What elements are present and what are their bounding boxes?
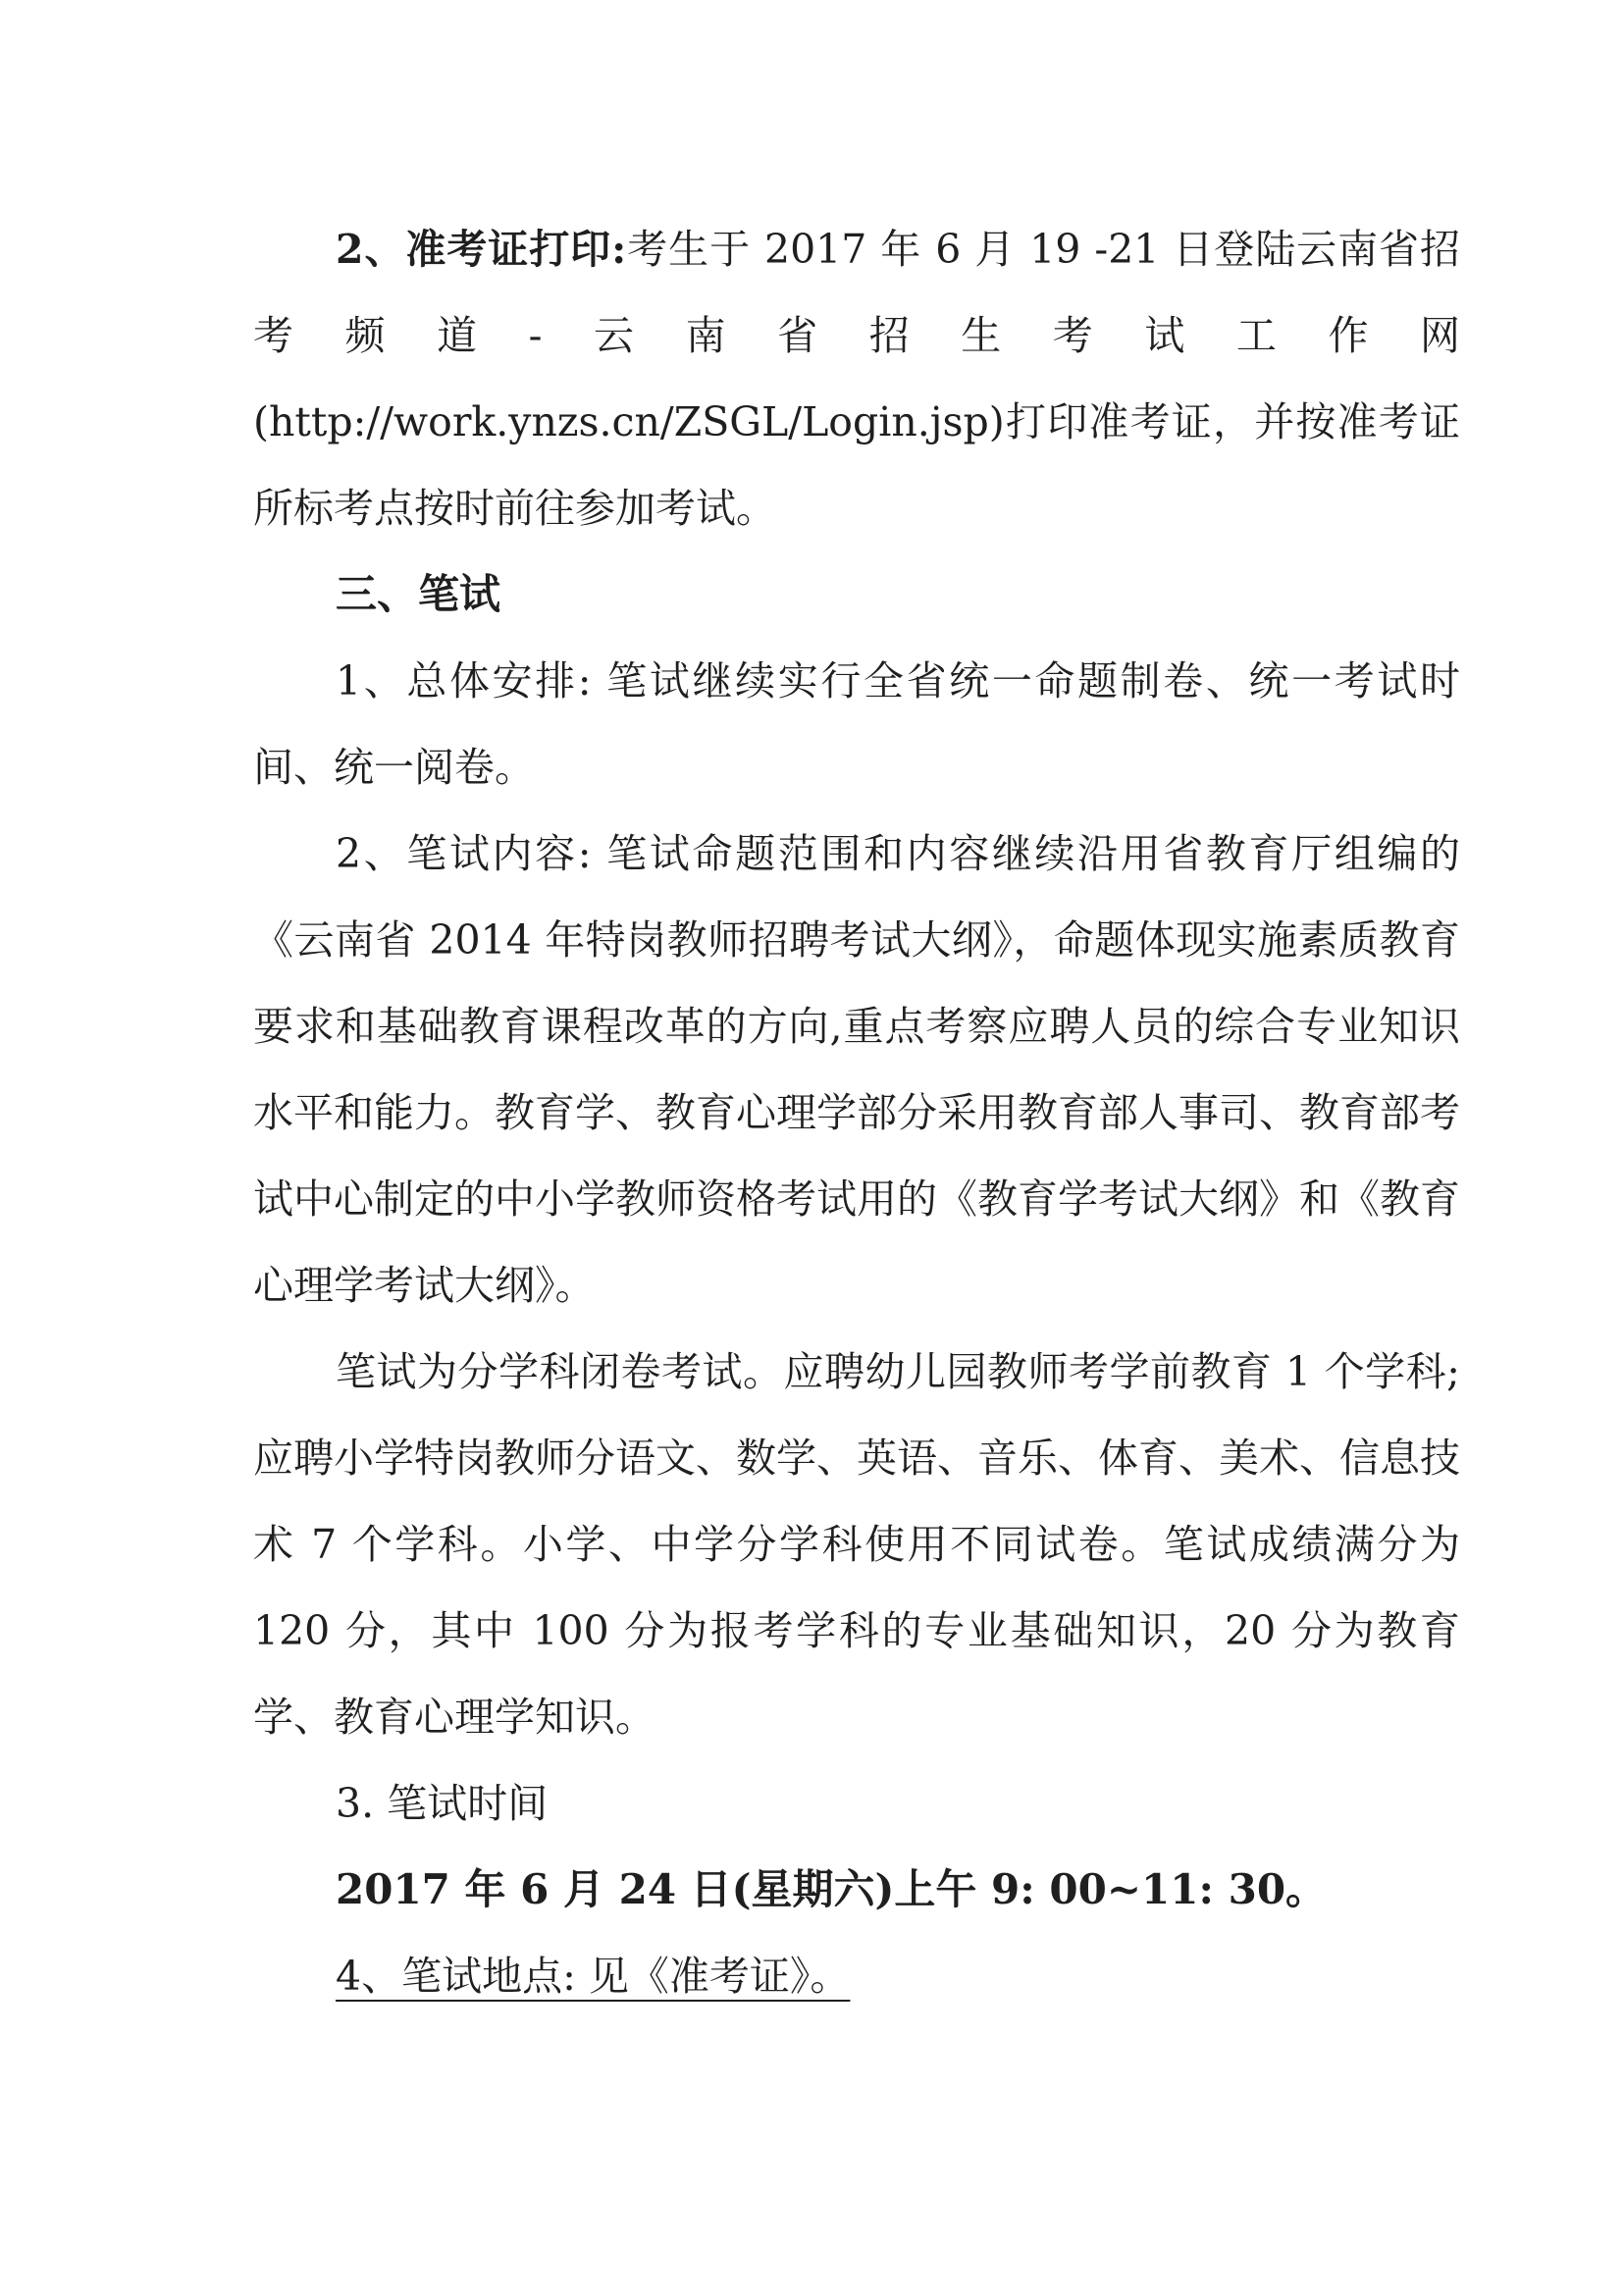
admission-ticket-paragraph bbox=[253, 206, 1460, 551]
admission-ticket-lead: 2、准考证打印: bbox=[336, 226, 627, 273]
exam-time-heading: 3. 笔试时间 bbox=[336, 1780, 549, 1827]
section-title-written-exam: 三、笔试 bbox=[336, 570, 501, 618]
exam-content-paragraph: 2、笔试内容: 笔试命题范围和内容继续沿用省教育厅组编的《云南省 2014 年特岗教师招聘考试大纲》，命题体现实施素质教育要求和基础教育课程改革的方向,重点考察应聘人员的综合专业知识水平和能力。教育学、教育心理学部分采用教育部人事司、教育部考试中心制定的中小学教师资格考试用的《教育学考试大纲》和《教育心理学考试大纲》。 bbox=[253, 830, 1460, 1309]
exam-time-value: 2017 年 6 月 24 日(星期六)上午 9: 00~11: 30。 bbox=[336, 1865, 1328, 1913]
admission-ticket-text: 考生于 2017 年 6 月 19 -21 日登陆云南省招考频道-云南省招生考试工作网(http://work.ynzs.cn/ZSGL/Login.jsp)打印准考证，并按准考证所标考点按时前往参加考试。 bbox=[253, 226, 1460, 532]
subjects-paragraph: 笔试为分学科闭卷考试。应聘幼儿园教师考学前教育 1 个学科; 应聘小学特岗教师分语文、数学、英语、音乐、体育、美术、信息技术 7 个学科。小学、中学分学科使用不同试卷。笔试成绩满分为 120 分，其中 100 分为报考学科的专业基础知识，20 分为教育学、教育心理学知识。 bbox=[253, 1348, 1460, 1741]
exam-location-line bbox=[253, 1933, 1460, 2019]
document-page bbox=[253, 206, 1460, 2019]
general-arrangement-paragraph: 1、总体安排: 笔试继续实行全省统一命题制卷、统一考试时间、统一阅卷。 bbox=[253, 657, 1460, 791]
exam-location-text: 4、笔试地点: 见《准考证》。 bbox=[336, 1953, 851, 2000]
